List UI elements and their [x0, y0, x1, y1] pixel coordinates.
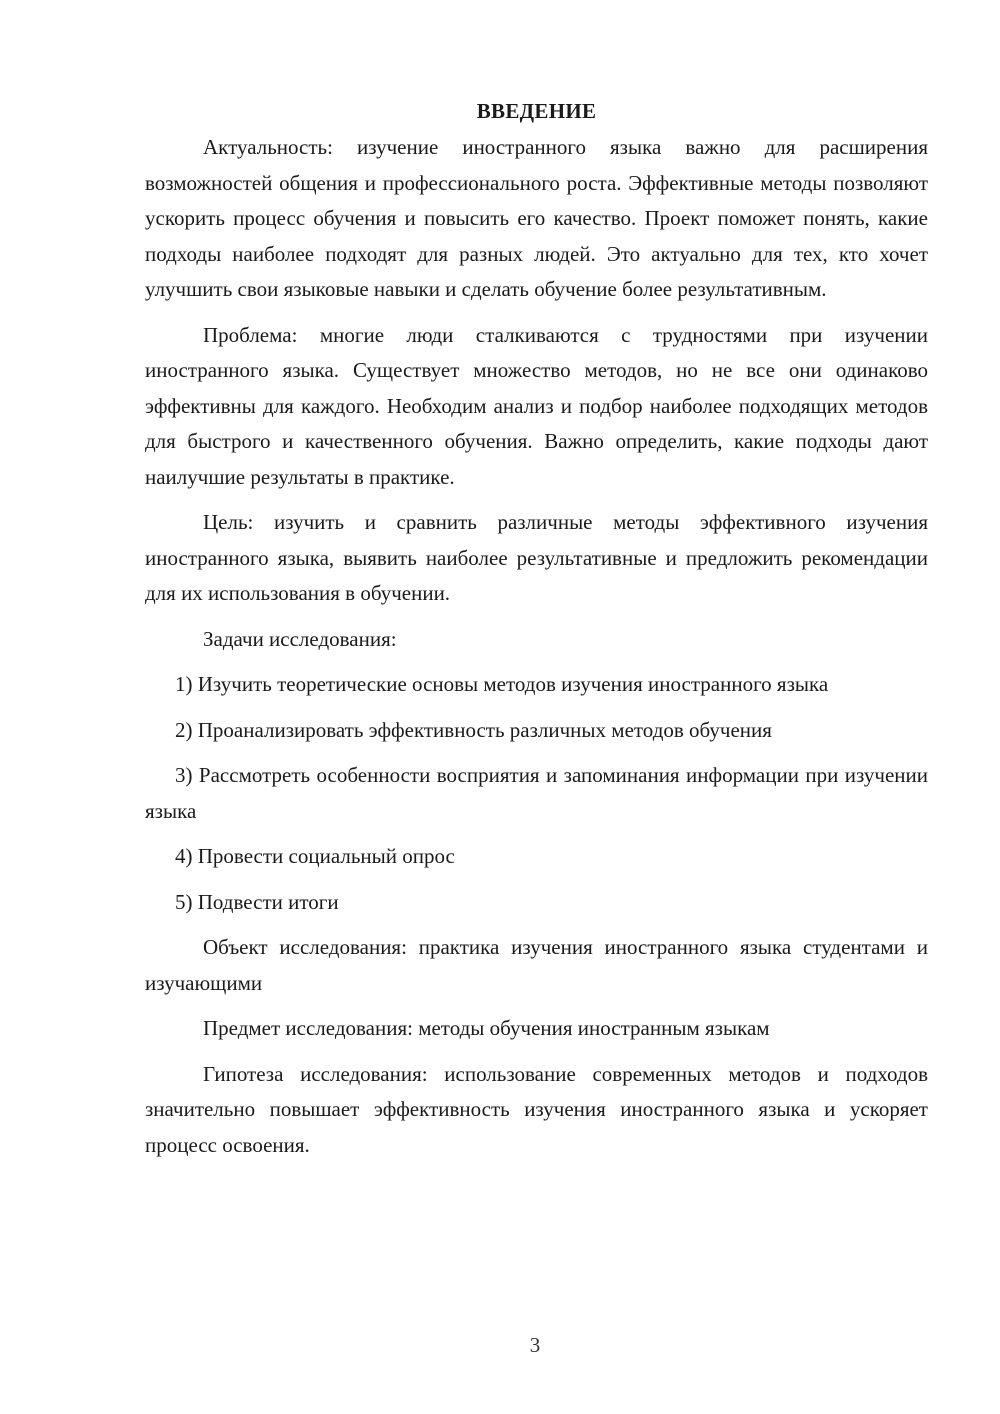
hypothesis-paragraph: Гипотеза исследования: использование современных методов и подходов значительно повышает эффективность изучения иностранного языка и ускоряет процесс освоения. — [145, 1061, 928, 1157]
task-item-4: 4) Провести социальный опрос — [175, 844, 455, 868]
goal-paragraph: Цель: изучить и сравнить различные методы эффективного изучения иностранного языка, выявить наиболее результативные и предложить рекомендации для их использования в обучении. — [145, 510, 928, 605]
page-number: 3 — [529, 1333, 541, 1357]
task-item-3: 3) Рассмотреть особенности восприятия и запоминания информации при изучении языка — [145, 763, 928, 823]
tasks-heading: Задачи исследования: — [203, 626, 397, 651]
page-title: ВВЕДЕНИЕ — [476, 99, 597, 123]
task-item-5: 5) Подвести итоги — [175, 889, 339, 914]
task-item-1: 1) Изучить теоретические основы методов изучения иностранного языка — [175, 672, 829, 696]
task-item-2: 2) Проанализировать эффективность различных методов обучения — [175, 717, 772, 742]
problem-paragraph: Проблема: многие люди сталкиваются с трудностями при изучении иностранного языка. Существует множество методов, но не все они одинаково эффективны для каждого. Необходим анализ и подбор наиболее подходящих методов для быстрого и качественного обучения. Важно определить, какие подходы дают наилучшие результаты в практике. — [145, 322, 928, 489]
object-paragraph: Объект исследования: практика изучения иностранного языка студентами и изучающими — [145, 935, 928, 995]
subject-paragraph: Предмет исследования: методы обучения иностранным языкам — [203, 1016, 770, 1040]
document-page — [145, 96, 928, 1173]
relevance-paragraph: Актуальность: изучение иностранного языка важно для расширения возможностей общения и профессионального роста. Эффективные методы позволяют ускорить процесс обучения и повысить его качество. Проект поможет понять, какие подходы наиболее подходят для разных людей. Это актуально для тех, кто хочет улучшить свои языковые навыки и сделать обучение более результативным. — [145, 135, 928, 301]
